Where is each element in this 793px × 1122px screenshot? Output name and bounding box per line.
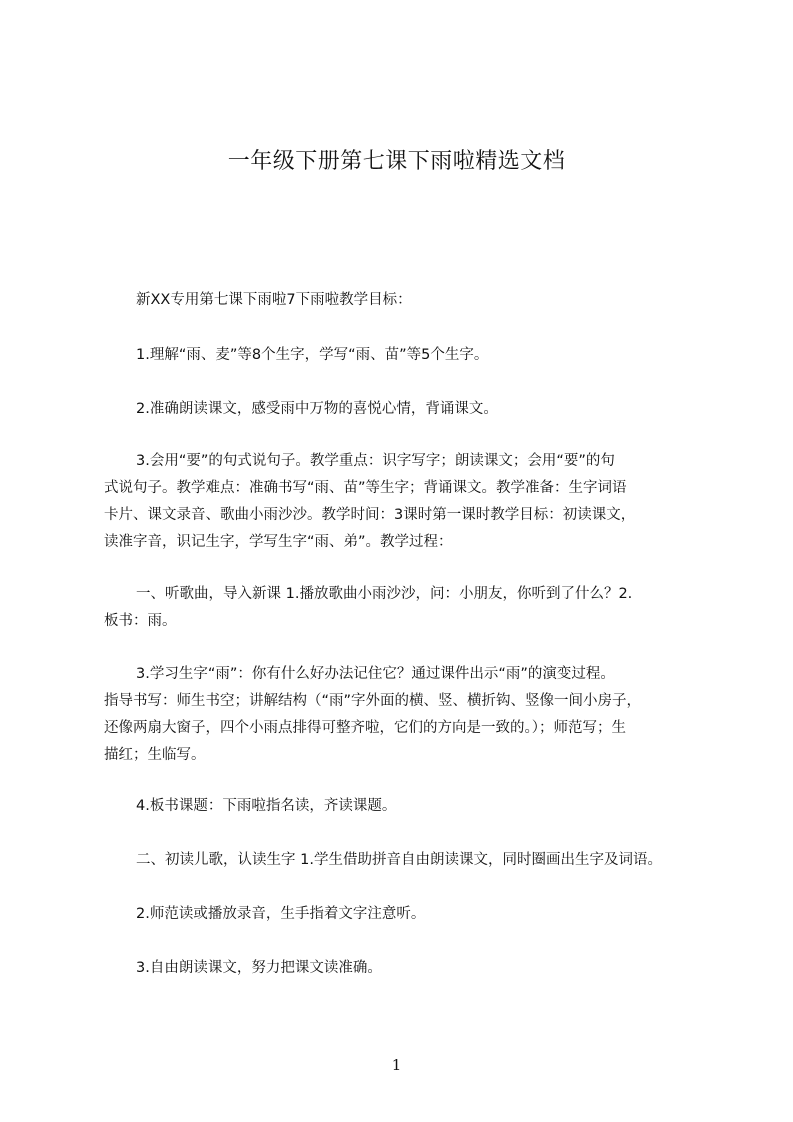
text-line: 式说句子。教学难点：准确书写“雨、苗”等生字；背诵课文。教学准备：生字词语 [104,480,627,496]
paragraph [136,901,425,928]
text-line: 4.板书课题：下雨啦指名读，齐读课题。 [136,798,397,814]
text-line: 3.学习生字“雨”：你有什么好办法记住它？通过课件出示“雨”的演变过程。 [136,666,615,682]
paragraph [136,793,396,820]
paragraph [136,847,662,874]
page-number: 1 [391,1056,402,1074]
text-line: 指导书写：师生书空；讲解结构（“雨”字外面的横、竖、横折钩、竖像一间小房子， [104,693,642,709]
text-line: 3.自由朗读课文，努力把课文读准确。 [136,960,382,976]
paragraph [104,581,632,635]
document-title: 一年级下册第七课下雨啦精选文档 [227,149,566,174]
text-line: 2.师范读或播放录音，生手指着文字注意听。 [136,906,426,922]
text-line: 二、初读儿歌，认读生字 1.学生借助拼音自由朗读课文，同时圈画出生字及词语。 [136,852,662,868]
text-line: 还像两扇大窗子，四个小雨点排得可整齐啦，它们的方向是一致的。）；师范写；生 [104,720,626,736]
paragraph [136,396,498,423]
text-line: 卡片、课文录音、歌曲小雨沙沙。教学时间：3课时第一课时教学目标：初读课文， [104,507,636,523]
text-line: 3.会用“要”的句式说句子。教学重点：识字写字；朗读课文；会用“要”的句 [136,453,615,469]
paragraph [104,448,635,556]
text-line: 新XX专用第七课下雨啦7下雨啦教学目标： [136,292,412,308]
paragraph [104,661,641,769]
text-line: 读准字音，识记生字，学写生字“雨、弟”。教学过程： [104,534,453,550]
paragraph [136,342,488,369]
text-line: 一、听歌曲，导入新课 1.播放歌曲小雨沙沙，问：小朋友，你听到了什么？2. [136,586,633,602]
paragraph [136,955,382,982]
text-line: 1.理解“雨、麦”等8个生字，学写“雨、苗”等5个生字。 [136,347,489,363]
text-line: 描红；生临写。 [104,747,206,763]
text-line: 板书：雨。 [104,613,177,629]
paragraph [136,287,412,314]
text-line: 2.准确朗读课文，感受雨中万物的喜悦心情，背诵课文。 [136,401,498,417]
